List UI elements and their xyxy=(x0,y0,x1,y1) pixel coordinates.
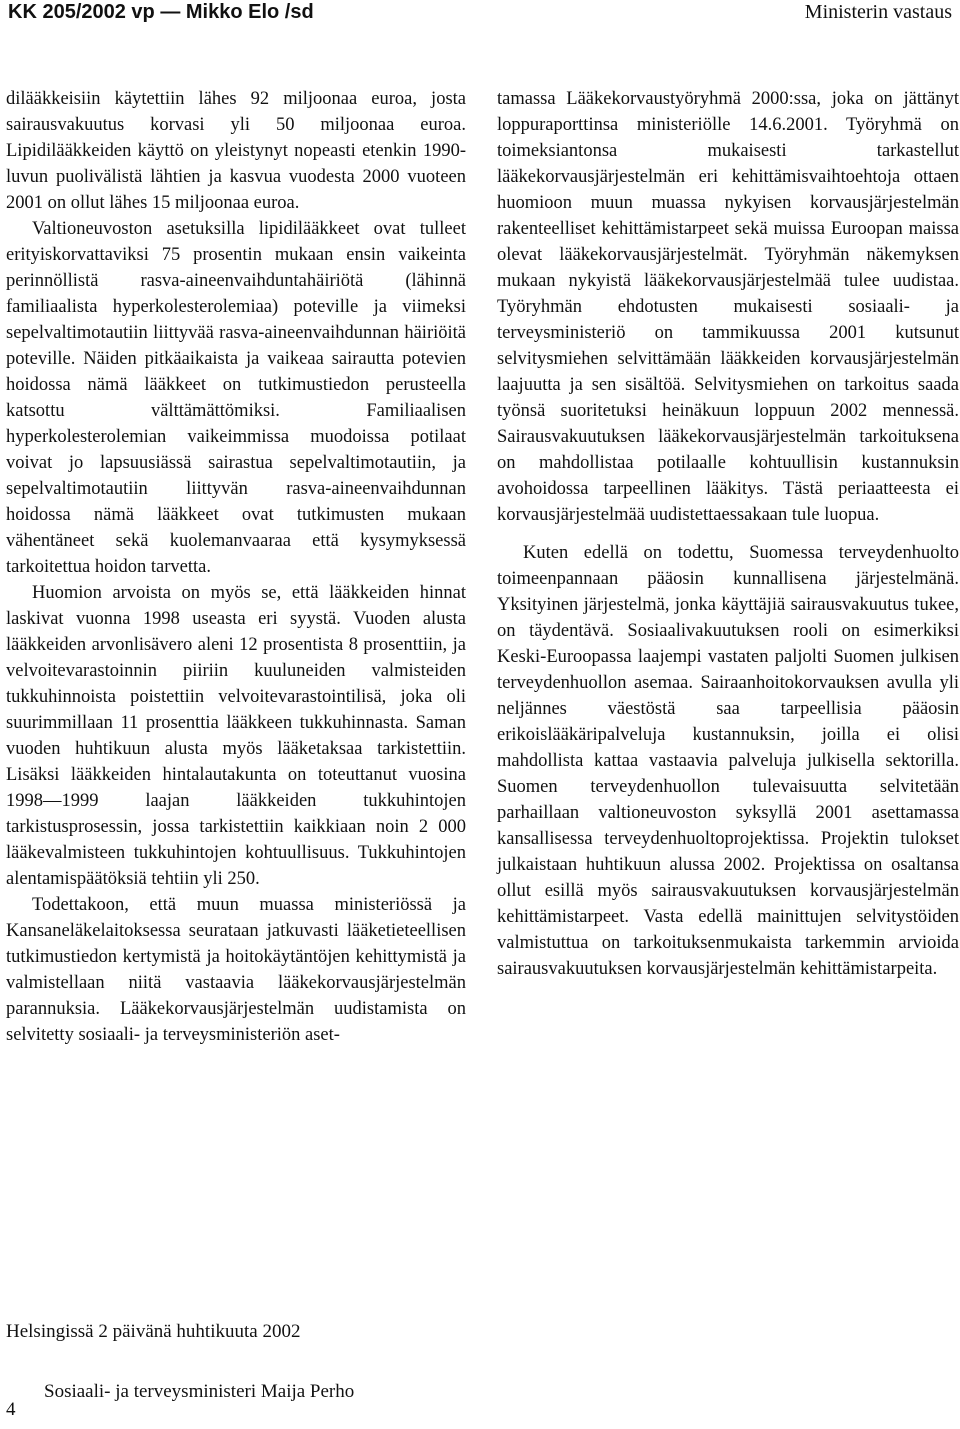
paragraph: dilääkkeisiin käytettiin lähes 92 miljoonaa euroa, josta sairausvakuutus korvasi yli 50 miljoonaa euroa. Lipidilääkkeiden käyttö on yleistynyt nopeasti etenkin 1990-luvun puolivälistä lähtien ja kasvua vuodesta 2000 vuoteen 2001 on ollut lähes 15 miljoonaa euroa. xyxy=(6,89,466,213)
paragraph: Todettakoon, että muun muassa ministeriössä ja Kansaneläkelaitoksessa seurataan jatkuvasti lääketieteellisen tutkimustiedon kertymistä ja hoitokäytäntöjen kehittymistä ja valmistellaan niitä vastaavia lääkekorvausjärjestelmän parannuksia. Lääkekorvausjärjestelmän uudistamista on selvitetty sosiaali- ja terveysministeriön aset- xyxy=(6,895,466,1045)
page-number: 4 xyxy=(6,1399,16,1420)
paragraph: tamassa Lääkekorvaustyöryhmä 2000:ssa, joka on jättänyt loppuraporttinsa ministeriölle 14.6.2001. Työryhmä on toimeksiantonsa mukaisesti tarkastellut lääkekorvausjärjestelmän eri kehittämisvaihtoehtoja ottaen huomioon muun muassa nykyisen korvausjärjestelmän rakenteelliset kehittämistarpeet sekä muissa Euroopan maissa olevat lääkekorvausjärjestelmät. Työryhmän näkemyksen mukaan nykyistä lääkekorvausjärjestelmää tulee uudistaa. Työryhmän ehdotusten mukaisesti sosiaali- ja terveysministeriö on tammikuussa 2001 kutsunut selvitysmiehen selvittämään lääkkeiden korvausjärjestelmän laajuutta ja sen sisältöä. Selvitysmiehen on tarkoitus saada työnsä suoritetuksi heinäkuun loppuun 2002 mennessä. Sairausvakuutuksen lääkekorvausjärjestelmän tarkoituksena on mahdollistaa potilaalle kohtuullisin kustannuksin avohoidossa tarpeellinen lääkitys. Tästä periaatteesta ei korvausjärjestelmää uudistettaessakaan tule luopua. xyxy=(497,89,959,525)
signoff-date: Helsingissä 2 päivänä huhtikuuta 2002 xyxy=(6,1321,301,1342)
page-header xyxy=(0,0,960,28)
right-column xyxy=(497,86,959,982)
paragraph: Valtioneuvoston asetuksilla lipidilääkkeet ovat tulleet erityiskorvattaviksi 75 prosentin mukaan ensin vaikeinta perinnöllistä rasva-aineenvaihduntahäiriötä (lähinnä familiaalista hyperkolesterolemiaa) poteville ja viimeksi sepelvaltimotautiin liittyvää rasva-aineenvaihdunnan häiriöitä poteville. Näiden pitkäaikaista ja vaikeaa sairautta potevien hoidossa nämä lääkkeet on tutkimustiedon perusteella katsottu välttämättömiksi. Familiaalisen hyperkolesterolemian vaikeimmissa muodoissa potilaat voivat jo lapsuusiässä sairastua sepelvaltimotautiin, ja sepelvaltimotautiin liittyvän rasva-aineenvaihdunnan hoidossa nämä lääkkeet ovat tutkimusten mukaan vähentäneet sekä kuolemanvaaraa että kysymyksessä tarkoitettua hoidon tarvetta. xyxy=(6,219,466,577)
paragraph: Huomion arvoista on myös se, että lääkkeiden hinnat laskivat vuonna 1998 useasta eri syystä. Vuoden alusta lääkkeiden arvonlisävero aleni 12 prosentista 8 prosenttiin, ja velvoitevarastoinnin piiriin kuuluneiden valmisteiden tukkuhinnoista poistettiin velvoitevarastointilisä, joka oli suurimmillaan 11 prosenttia lääkkeen tukkuhinnasta. Saman vuoden huhtikuun alusta myös lääketaksaa tarkistettiin. Lisäksi lääkkeiden hintalautakunta on toteuttanut vuosina 1998—1999 laajan lääkkeiden tukkuhintojen tarkistusprosessin, jossa tarkistettiin kaikkiaan noin 2 000 lääkevalmisteen tukkuhintojen kohtuullisuus. Tukkuhintojen alentamispäätöksiä tehtiin yli 250. xyxy=(6,583,466,889)
left-column xyxy=(6,86,466,1048)
section-title: Ministerin vastaus xyxy=(804,1,952,23)
document-reference: KK 205/2002 vp — Mikko Elo /sd xyxy=(8,1,314,23)
paragraph: Kuten edellä on todettu, Suomessa terveydenhuolto toimeenpannaan pääosin kunnallisena järjestelmänä. Yksityinen järjestelmä, jonka käyttäjiä sairausvakuutus tukee, on täydentävä. Sosiaalivakuutuksen rooli on esimerkiksi Keski-Euroopassa laajempi vastaten paljolti Suomen julkisen terveydenhuollon asemaa. Sairaanhoitokorvauksen avulla yli neljännes väestöstä saa tarpeellisia pääosin erikoislääkäripalveluja kustannuksin, joilla ei olisi mahdollista kattaa vastaavia palveluja julkisella sektorilla. Suomen terveydenhuollon tulevaisuutta selvitetään parhaillaan valtioneuvoston syksyllä 2001 asettamassa kansallisessa terveydenhuoltoprojektissa. Projektin tulokset julkaistaan huhtikuun alussa 2002. Projektissa on osaltansa ollut esillä myös sairausvakuutuksen korvausjärjestelmän kehittämistarpeet. Vasta edellä mainittujen selvitystöiden valmistuttua on tarkoituksenmukaista tarkemmin arvioida sairausvakuutuksen korvausjärjestelmän kehittämistarpeita. xyxy=(497,543,959,979)
signatory: Sosiaali- ja terveysministeri Maija Perho xyxy=(44,1381,355,1402)
